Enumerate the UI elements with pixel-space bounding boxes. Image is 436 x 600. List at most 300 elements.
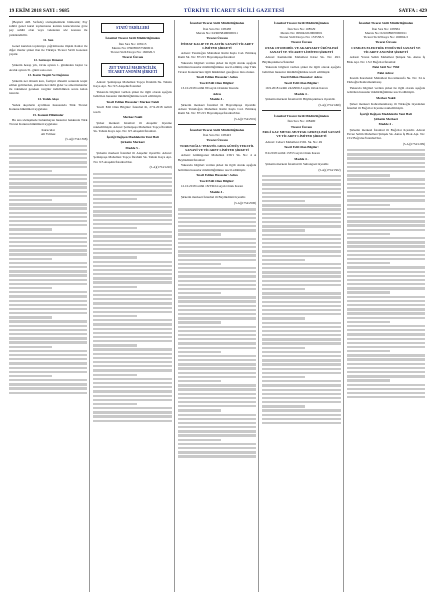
text-line <box>9 295 87 297</box>
notice-number: (5-A)(1754/1299) <box>402 141 426 146</box>
text-line <box>9 195 87 197</box>
text-line <box>262 296 340 298</box>
text-line <box>178 384 256 386</box>
paragraph: Yukarıda bilgileri verilen şirket ile ilgili olarak aşağıda belirtilen hususlar müdürlüğümüze tescil edilmiştir. <box>93 90 172 99</box>
text-line <box>93 252 171 254</box>
text-line <box>93 374 136 376</box>
text-line <box>9 392 87 394</box>
text-line <box>9 283 87 285</box>
text-line <box>262 208 340 210</box>
text-line <box>178 455 256 457</box>
heading: İçeriği Değişen Maddelerin Yeni Hali <box>359 111 412 116</box>
text-line <box>262 288 305 290</box>
text-line <box>178 221 256 223</box>
text-line <box>93 248 171 250</box>
text-line <box>347 266 425 268</box>
text-line <box>347 183 425 185</box>
text-line <box>178 418 256 420</box>
text-line <box>9 312 87 314</box>
text-line <box>347 346 425 348</box>
text-line <box>9 237 87 239</box>
notice-number: (5-A)(1754/1220) <box>149 165 172 170</box>
text-line <box>262 242 340 244</box>
text-line <box>9 153 87 155</box>
text-line <box>178 338 256 340</box>
paragraph: Şirketin merkezi İstanbul ili Sultangazi ilçesidir. <box>265 161 329 166</box>
text-line <box>262 217 340 219</box>
text-line <box>9 291 87 293</box>
text-line <box>93 256 136 258</box>
column-5 <box>347 20 427 592</box>
text-line <box>93 281 171 283</box>
text-line <box>93 353 171 355</box>
text-line <box>9 266 87 268</box>
text-line <box>9 325 87 327</box>
text-line <box>9 304 87 306</box>
text-line <box>9 270 87 272</box>
illegible-text-block <box>9 145 87 394</box>
text-line <box>347 250 425 252</box>
text-line <box>347 367 425 369</box>
text-line <box>93 198 136 200</box>
text-line <box>262 347 305 349</box>
column-4 <box>262 20 343 592</box>
illegible-text-block <box>262 175 340 424</box>
paragraph: Şirket merkezi Istanbul ili Ataşehir ilçesine nakledilmiştir. Adresi: Şemsipaşa Mahallesi Topçu İbrahim Sk. Tahsin Kaya Apt. No: 9/5 Alaşehir/İstanbul. <box>93 120 172 134</box>
text-line <box>93 365 171 367</box>
text-line <box>347 204 390 206</box>
text-line <box>93 294 171 296</box>
paragraph: Adresi: Kemalettin Mahallesi Kiraz Sk. No: 49/1 Büyükçekmece/İstanbul <box>262 55 341 64</box>
text-line <box>9 220 87 222</box>
text-line <box>9 337 87 339</box>
text-line <box>262 221 340 223</box>
notice-number: (5-A)(1754/1598) <box>65 137 88 142</box>
text-line <box>262 309 340 311</box>
text-line <box>262 351 340 353</box>
text-line <box>347 149 425 151</box>
text-line <box>178 317 256 319</box>
text-line <box>347 153 425 155</box>
text-line <box>178 447 256 449</box>
text-line <box>93 302 171 304</box>
text-line <box>347 220 425 222</box>
text-line <box>9 358 87 360</box>
heading: İstanbul Ticaret Sicili Müdürlüğünden <box>358 21 414 26</box>
heading: Madde 4 - <box>378 122 393 127</box>
text-line <box>9 329 87 331</box>
text-line <box>347 396 425 398</box>
heading: Madde 4 - <box>294 91 309 96</box>
text-line <box>262 246 340 248</box>
notice-number: (5-A)(1754/2500) <box>234 201 257 206</box>
column-3 <box>178 20 259 592</box>
text-line <box>262 225 340 227</box>
heading: TORUNOĞLU TEKSTİL GIDA GÜMÜŞ TEKSTİL SANAYİ VE TİCARET LİMİTED ŞİRKETİ <box>179 143 255 152</box>
paragraph: Yukarıda bilgileri verilen şirket ile ilgili olarak aşağıda belirtilen hususlar müdürlüğümüze tescil edilmiştir. <box>262 65 341 74</box>
text-line <box>347 291 390 293</box>
text-line <box>9 245 87 247</box>
text-line <box>93 395 171 397</box>
text-line <box>347 354 425 356</box>
text-line <box>347 308 425 310</box>
centered-line: Ali Yılmaz <box>40 132 56 137</box>
heading: Tescil Edilen Hususlar: Adres <box>280 75 323 80</box>
text-line <box>347 338 425 340</box>
heading: 11. Sun <box>43 38 54 43</box>
text-line <box>262 409 340 411</box>
paragraph: Şirketin hesap yılı, Ocak ayının 1. gününden başlar ve Aralık ayının 31. günü sona erer. <box>9 63 88 72</box>
text-line <box>9 233 87 235</box>
heading: Adres <box>212 91 222 96</box>
text-line <box>347 170 425 172</box>
text-line <box>262 275 340 277</box>
heading: İçeriği Değişen Maddelerin Yeni Hali <box>106 134 159 139</box>
page-header <box>9 6 427 17</box>
text-line <box>93 399 171 401</box>
text-line <box>93 323 171 325</box>
text-line <box>9 241 87 243</box>
text-line <box>178 271 256 273</box>
text-line <box>9 166 87 168</box>
text-line <box>178 359 256 361</box>
text-line <box>178 426 256 428</box>
centered-line: Mersis No: 0590856375600011 <box>111 45 154 50</box>
notice-number: (5-A)(1754/2501) <box>234 116 257 121</box>
text-line <box>9 346 52 348</box>
text-line <box>262 368 340 370</box>
heading: Ticaret Ünvanı <box>375 40 397 45</box>
text-line <box>178 288 256 290</box>
text-line <box>9 182 87 184</box>
text-line <box>93 265 171 267</box>
paragraph: (Beşinci 428. Sırfada) sözleşmemizin bitmesini; Pay sahibi genel kurul toplantısına katılan kurucularına göre pay sahibi olan veya vekaleten söz konusu ile yetkilendirilir. <box>9 20 88 37</box>
heading: Ticaret Ünvanı <box>290 124 313 129</box>
text-line <box>262 405 305 407</box>
text-line <box>178 229 256 231</box>
text-line <box>262 213 340 215</box>
text-line <box>178 254 256 256</box>
heading: 14. Yedek Akçe <box>37 97 59 102</box>
paragraph: Adresi: Yenidoğan Mahallesi Rami Kışla Cad. Emintaş Rami Sit. No: 87/215 Bayrampaşa/İstanbul <box>177 51 257 60</box>
text-line <box>93 420 171 422</box>
text-line <box>347 321 390 323</box>
text-line <box>9 387 87 389</box>
text-line <box>93 240 171 242</box>
text-line <box>9 383 87 385</box>
text-line <box>262 418 340 420</box>
text-line <box>9 207 87 209</box>
text-line <box>93 390 171 392</box>
text-line <box>262 334 340 336</box>
divider <box>178 124 256 125</box>
text-line <box>262 204 340 206</box>
heading: İstanbul Ticaret Sicili Müdürlüğünden <box>105 36 160 41</box>
text-line <box>9 354 87 356</box>
text-line <box>9 320 87 322</box>
text-line <box>178 401 256 403</box>
paragraph: Genel kurulun toplantıya çağrılmasına ilişkin ilanlar ile diğer ilanlar şirket ilan ile Türkiye Ticaret Sicili Gazetesi yapılır. <box>9 43 88 57</box>
heading: İstanbul Ticaret Sicili Müdürlüğünden <box>189 127 245 132</box>
centered-line: İlan Sıra No: 108113 <box>118 41 147 46</box>
heading: 15. Kanuni Hükümler <box>32 112 64 117</box>
paragraph: 13.10.2018 tarihli 89 sayılı Ortaklar Kurulu <box>180 86 239 91</box>
text-line <box>347 304 425 306</box>
text-line <box>347 329 425 331</box>
centered-line: Ticaret Sicil/Dosya No: 153558-5 <box>279 34 324 39</box>
text-line <box>347 208 425 210</box>
paragraph: 19.9.2018 tarihli 2422990-3 sayılı Ortak Kararı <box>265 86 328 91</box>
text-line <box>9 174 87 176</box>
text-line <box>9 279 87 281</box>
text-line <box>178 439 221 441</box>
text-line <box>93 227 136 229</box>
text-line <box>9 199 52 201</box>
text-line <box>178 414 256 416</box>
text-line <box>262 250 340 252</box>
text-line <box>93 298 171 300</box>
heading: Madde 4 - <box>294 156 309 161</box>
paragraph: Yukarıda bilgileri verilen şirket ile ilgili olarak aşağıda belirtilen hususlar müdürlüğümüze tescil edilmiştir. <box>346 86 426 95</box>
paragraph: Şirket merkezi Kahramanmaraş ili Türkoğlu ilçesinden İstanbul ili Bağcılar ilçesine nakledilmiştir. <box>346 101 426 110</box>
heading: Tescil Edil Olan Bilgiler: <box>199 178 235 183</box>
centered-line: İlan Sıra No: 108529 <box>287 26 316 31</box>
text-line <box>262 401 340 403</box>
text-line <box>178 372 256 374</box>
text-line <box>178 430 256 432</box>
text-line <box>262 414 340 416</box>
centered-line: İlan Sıra No: 108384 <box>371 26 400 31</box>
text-line <box>178 225 256 227</box>
heading: Ticaret Ünvanı <box>122 55 144 60</box>
text-line <box>93 261 171 263</box>
heading: 13. Karın Tespiti Ve Dağıtımı <box>27 73 69 78</box>
text-line <box>178 217 256 219</box>
centered-line: İlan Sıra No: 108400 <box>287 119 316 124</box>
text-line <box>93 269 171 271</box>
heading: Madde 4 - <box>209 189 225 194</box>
text-line <box>262 175 340 177</box>
text-line <box>347 166 425 168</box>
text-line <box>93 307 171 309</box>
text-line <box>9 212 87 214</box>
heading: ERGİ GAZ METAL MUTFAK GEREÇLERİ SANAYİ VE TİCARET LİMİTED ŞİRKETİ <box>262 130 341 139</box>
heading: Merkez Nakli <box>122 115 143 120</box>
text-line <box>347 283 425 285</box>
text-line <box>347 275 425 277</box>
text-line <box>262 372 340 374</box>
heading: İstanbul Ticaret Sicili Müdürlüğünden <box>274 21 329 26</box>
text-line <box>9 186 87 188</box>
paragraph: Adresi: Yavuz Selim Mahallesi Şimşek Sk. Aktas İş Blok Apt. No: 13/2 Bağcılar/İstanbul <box>346 55 426 64</box>
text-line <box>9 341 87 343</box>
text-line <box>347 363 425 365</box>
paragraph: Yukarıda bilgileri verilen şirket ile ilgili olarak aşağıda belirtilen hususlar müdürlüğümüze tescil edilmiştir. <box>177 163 257 172</box>
text-line <box>178 208 256 210</box>
text-line <box>178 422 256 424</box>
text-line <box>9 362 87 364</box>
text-line <box>9 262 87 264</box>
text-line <box>347 317 425 319</box>
centered-line: Kurucular <box>41 127 55 132</box>
text-line <box>9 333 87 335</box>
text-line <box>9 161 87 163</box>
text-line <box>93 206 171 208</box>
heading: İTİMAT KALIP VE PLASTİK SANAYİ TİCARET LİMİTED ŞİRKETİ <box>180 41 254 50</box>
illegible-text-block <box>178 208 256 457</box>
text-line <box>9 224 87 226</box>
heading: Ticaret Ünvanı <box>206 138 228 143</box>
paragraph: Şirketin merkezi İstanbul ili Ataşehir ilçesi'dir. Adresi: Şemsipaşa Mahallesi Topçu İbrahim Sk. Tahsin Kaya Apt. No: 9/5 Ataşehir/İstanbul'dur. <box>93 151 172 164</box>
heading: Madde 5 - <box>125 145 140 150</box>
paragraph: Adresi: Cebeci Mahallesi 2592. Sk. No: 49 <box>265 139 322 144</box>
text-line <box>347 358 425 360</box>
paragraph: Bu ana sözleşmede bulunmayan hususlar hakkında Türk Ticaret Kanunu hükümleri uygulanır. <box>9 117 88 127</box>
text-line <box>178 263 221 265</box>
heading: Madde 4 - <box>209 97 225 102</box>
issue-date: 19 EKİM 2018 SAYI : 9685 <box>9 8 70 14</box>
text-line <box>262 267 340 269</box>
text-line <box>262 284 340 286</box>
text-line <box>9 145 87 147</box>
text-line <box>93 319 171 321</box>
text-line <box>93 336 171 338</box>
text-line <box>262 338 340 340</box>
text-line <box>262 255 340 257</box>
text-line <box>262 280 340 282</box>
text-line <box>178 233 221 235</box>
text-line <box>93 369 171 371</box>
text-line <box>9 253 87 255</box>
text-line <box>178 367 256 369</box>
text-line <box>178 347 256 349</box>
text-line <box>347 312 425 314</box>
text-line <box>93 290 171 292</box>
text-line <box>9 157 87 159</box>
text-line <box>93 181 171 183</box>
heading: Ekki Adres: <box>377 70 395 75</box>
text-line <box>178 242 256 244</box>
text-line <box>178 388 256 390</box>
text-line <box>178 296 256 298</box>
heading: Tescil Edilen Hususlar: Adres <box>196 75 238 80</box>
boxed-title: STATÜ TADİLLERİ <box>101 23 163 33</box>
text-line <box>262 397 340 399</box>
text-line <box>347 195 425 197</box>
text-line <box>93 273 171 275</box>
illegible-text-block <box>93 173 171 422</box>
text-line <box>262 183 340 185</box>
paragraph: Adresi: Gümüşpınar Mahallesi 239/1 Sk. No: 4 A Beylikdüzü/İstanbul <box>177 153 257 162</box>
text-line <box>262 313 340 315</box>
text-line <box>178 284 256 286</box>
text-line <box>262 389 340 391</box>
text-line <box>262 422 340 424</box>
paragraph: 12.10.2018 tarihli 18/33024 sayılı Ortak Kararı <box>180 184 244 189</box>
text-line <box>178 334 256 336</box>
notice-number: (5-A)(1754/1502) <box>318 167 341 172</box>
text-line <box>347 342 425 344</box>
text-line <box>262 179 340 181</box>
text-line <box>347 212 425 214</box>
text-line <box>178 393 256 395</box>
heading: Tescil Edilen Hususlar: Merkez Nakli <box>106 100 160 104</box>
text-line <box>93 328 171 330</box>
text-line <box>178 238 256 240</box>
text-line <box>93 277 171 279</box>
text-line <box>262 359 340 361</box>
text-line <box>9 367 87 369</box>
paragraph: Adresi: Şemsipaşa Mahallesi Topçu İbrahim Sk. Tahsin Kaya Apt. No: 9/5 Alaşehir/İstanbul <box>93 80 172 89</box>
text-line <box>262 376 305 378</box>
text-line <box>178 330 256 332</box>
text-line <box>178 246 256 248</box>
centered-line: Mersis No: 0090424529000001 <box>280 30 323 35</box>
text-line <box>9 371 87 373</box>
text-line <box>178 305 256 307</box>
text-line <box>93 382 171 384</box>
text-line <box>93 411 171 413</box>
text-line <box>347 379 390 381</box>
heading: Ekki Sicil No: 7960 <box>372 65 400 70</box>
paragraph: Yukarıda bilgileri verilen şirket ile ilgili olarak aşağıda belirtilen hususlar müdürlüğümüze tescil edilmiş olup Türk Ticaret Kanunu'nun ilgili hükümleri gereğince ilan olunur. <box>177 61 257 74</box>
text-line <box>9 300 87 302</box>
text-line <box>93 361 171 363</box>
text-line <box>347 216 425 218</box>
text-line <box>347 279 425 281</box>
heading: Ticaret Ünvanı <box>290 40 313 45</box>
text-line <box>262 188 340 190</box>
text-line <box>9 258 52 260</box>
text-line <box>9 375 52 377</box>
centered-line: Mersis No: 0210089670000011 <box>364 30 407 35</box>
text-line <box>347 224 425 226</box>
text-line <box>347 350 390 352</box>
heading: İstanbul Ticaret Sicili Müdürlüğünden <box>189 21 245 26</box>
centered-line: Ticaret Sicil/Dosya No: 160026-5 <box>110 50 155 54</box>
text-line <box>93 189 171 191</box>
text-line <box>262 234 340 236</box>
text-line <box>93 177 171 179</box>
text-line <box>262 384 340 386</box>
text-line <box>9 308 87 310</box>
text-line <box>178 326 256 328</box>
heading: Şirketin Merkezi <box>120 140 145 145</box>
text-line <box>262 301 340 303</box>
text-line <box>178 267 256 269</box>
text-line <box>178 451 256 453</box>
text-line <box>178 409 221 411</box>
text-line <box>9 203 87 205</box>
text-line <box>9 316 52 318</box>
text-line <box>93 315 136 317</box>
text-line <box>93 194 171 196</box>
gazette-title: TÜRKİYE TİCARET SİCİLİ GAZETESİ <box>183 8 285 14</box>
text-line <box>347 233 390 235</box>
paragraph: Şirketin merkezi İstanbul ili Beylikdüzü ilçesidir. <box>180 195 246 200</box>
text-line <box>347 392 425 394</box>
text-line <box>9 216 87 218</box>
text-line <box>9 379 87 381</box>
text-line <box>262 196 340 198</box>
text-line <box>347 375 425 377</box>
text-line <box>262 326 340 328</box>
text-line <box>347 191 425 193</box>
text-line <box>93 344 136 346</box>
text-line <box>347 237 425 239</box>
heading: OTAK OTOMOBİL VE AKARYAKIT ÜRÜNLERİ SANAYİ VE TİCARET LİMİTED ŞİRKETİ <box>264 45 338 54</box>
text-line <box>347 199 425 201</box>
